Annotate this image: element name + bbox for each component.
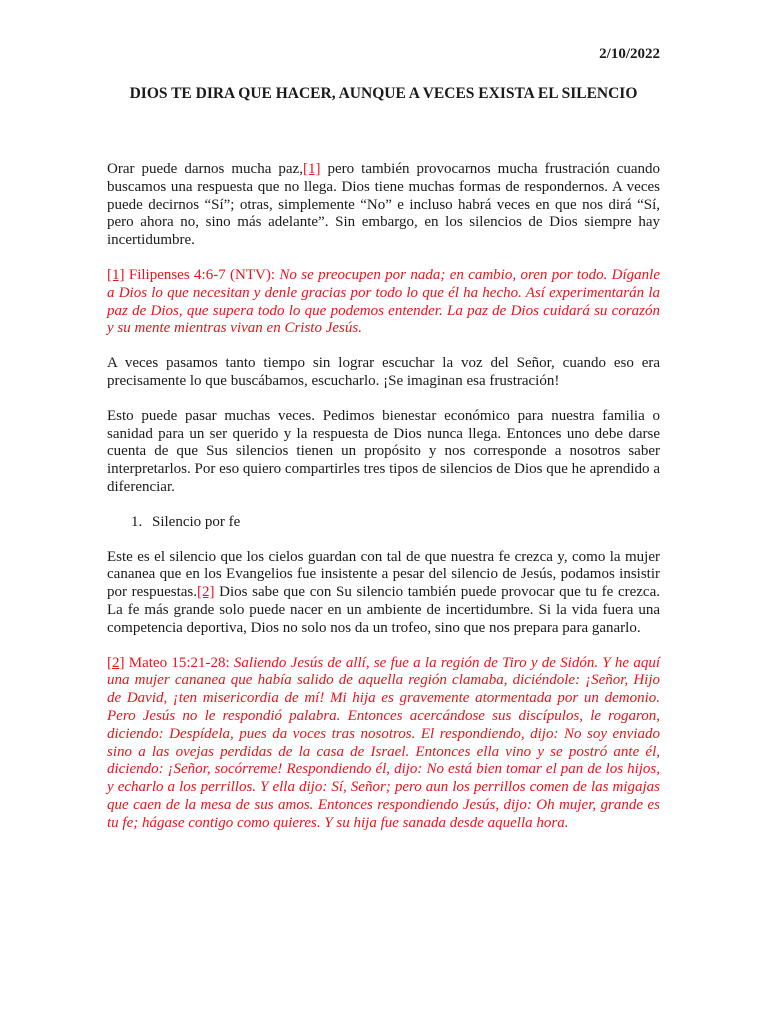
list-item-1: [107, 514, 660, 532]
paragraph-3: Esto puede pasar muchas veces. Pedimos bienestar económico para nuestra familia o sanidad para un ser querido y la respuesta de Dios nunca llega. Entonces uno debe darse cuenta de que Sus silencios tienen un propósito y nos corresponde a nosotros saber interpretarlos. Por eso quiero compartirles tres tipos de silencios de Dios que he aprendido a diferenciar.: [107, 407, 660, 495]
footnote-ref-2[interactable]: [2]: [197, 584, 215, 601]
paragraph-1: [107, 161, 660, 250]
footnote-2-backlink[interactable]: [2]: [107, 654, 125, 671]
footnote-1-backlink[interactable]: [1]: [107, 266, 125, 283]
footnote-ref-1[interactable]: [1]: [302, 161, 321, 177]
paragraph-4-text-b: Dios sabe que con Su silencio también puede provocar que tu fe crezca. La fe más grande solo puede nacer en un ambiente de incertidumbre. Si la vida fuera una competencia deportiva, Dios no solo nos da un trofeo, sino que nos prepara para ganarlo.: [107, 584, 660, 636]
document-date: 2/10/2022: [599, 46, 660, 62]
document-title: DIOS TE DIRA QUE HACER, AUNQUE A VECES EXISTA EL SILENCIO: [129, 85, 638, 102]
paragraph-4-text-a: Este es el silencio que los cielos guardan con tal de que nuestra fe crezca y, como la mujer cananea que en los Evangelios fue insistente a pesar del silencio de Jesús, podamos insistir por respuestas.: [107, 548, 660, 601]
paragraph-1-text-b: pero también provocarnos mucha frustración cuando buscamos una respuesta que no llega. Dios tiene muchas formas de respondernos. A veces puede decirnos “Sí”; otras, simplemente “No” e incluso habrá veces en que nos dirá “Sí, pero ahora no, sino más adelante”. Sin embargo, en los silencios de Dios siempre hay incertidumbre.: [107, 161, 660, 249]
list-item-1-number: 1.: [131, 513, 143, 530]
footnote-1-text: No se preocupen por nada; en cambio, oren por todo. Díganle a Dios lo que necesitan y denle gracias por todo lo que él ha hecho. Así experimentarán la paz de Dios, que supera todo lo que podemos entender. La paz de Dios cuidará su corazón y su mente mientras vivan en Cristo Jesús.: [107, 266, 661, 337]
footnote-2-source: Mateo 15:21-28:: [124, 654, 234, 671]
list-item-1-label: Silencio por fe: [152, 513, 241, 530]
paragraph-2: A veces pasamos tanto tiempo sin lograr escuchar la voz del Señor, cuando eso era precisamente lo que buscábamos, escucharlo. ¡Se imaginan esa frustración!: [107, 355, 660, 389]
footnote-1-source: Filipenses 4:6-7 (NTV):: [124, 266, 280, 283]
footnote-2-text: Saliendo Jesús de allí, se fue a la región de Tiro y de Sidón. Y he aquí una mujer cananea que había salido de aquella región clamaba, diciéndole: ¡Señor, Hijo de David, ¡ten misericordia de mí! Mi hija es gravemente atormentada por un demonio. Pero Jesús no le respondió palabra. Entonces acercándose sus discípulos, le rogaron, diciendo: Despídela, pues da voces tras nosotros. El respondiendo, dijo: No soy enviado sino a las ovejas perdidas de la casa de Israel. Entonces ella vino y se postró ante él, diciendo: ¡Señor, socórreme! Respondiendo él, dijo: No está bien tomar el pan de los hijos, y echarlo a los perrillos. Y ella dijo: Sí, Señor; pero aun los perrillos comen de las migajas que caen de la mesa de sus amos. Entonces respondiendo Jesús, dijo: Oh mujer, grande es tu fe; hágase contigo como quieres. Y su hija fue sanada desde aquella hora.: [107, 654, 660, 831]
footnote-2: [107, 655, 660, 833]
paragraph-1-text-a: Orar puede darnos mucha paz,: [107, 161, 303, 177]
document-page: [107, 44, 660, 833]
footnote-1: [107, 267, 660, 338]
paragraph-4: [107, 549, 660, 638]
